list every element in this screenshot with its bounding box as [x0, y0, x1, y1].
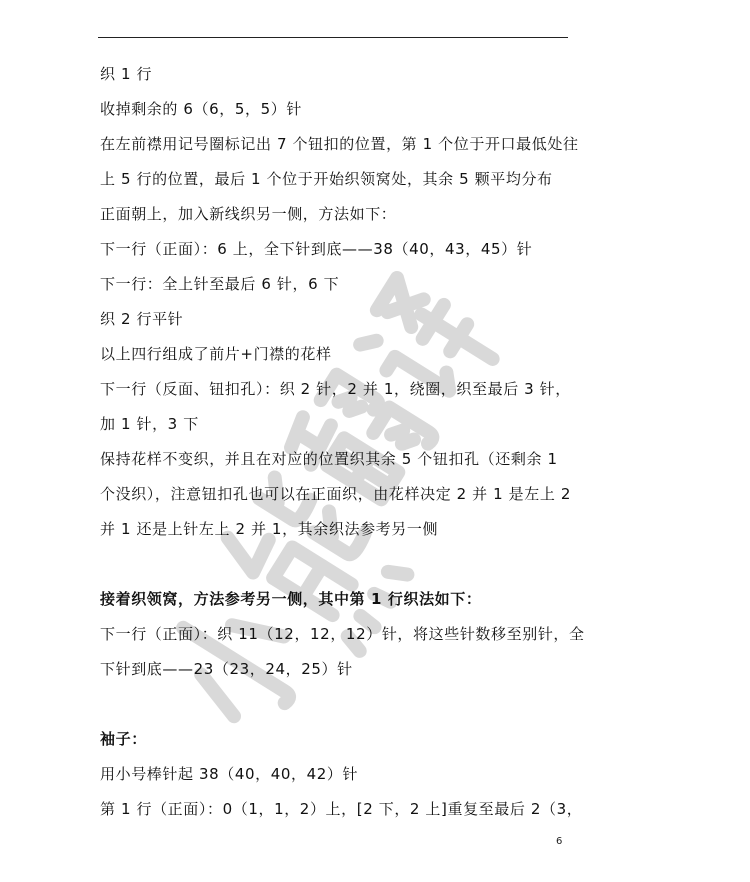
text-line: 下针到底——23（23，24，25）针	[100, 660, 353, 678]
text-line: 下一行（正面）：6 上，全下针到底——38（40，43，45）针	[100, 240, 533, 258]
text-line: 保持花样不变织，并且在对应的位置织其余 5 个钮扣孔（还剩余 1	[100, 450, 558, 468]
text-line: 下一行（正面）：织 11（12，12，12）针，将这些针数移至别针，全	[100, 625, 585, 643]
text-line: 正面朝上，加入新线织另一侧，方法如下：	[100, 205, 397, 223]
text-line: 织 1 行	[100, 65, 153, 83]
text-line: 并 1 还是上针左上 2 并 1，其余织法参考另一侧	[100, 520, 439, 538]
text-line: 以上四行组成了前片+门襟的花样	[100, 345, 332, 363]
header-rule	[98, 37, 568, 38]
text-line: 上 5 行的位置，最后 1 个位于开始织领窝处，其余 5 颗平均分布	[100, 170, 553, 188]
text-line: 下一行：全上针至最后 6 针，6 下	[100, 275, 340, 293]
text-line: 个没织），注意钮扣孔也可以在正面织，由花样决定 2 并 1 是左上 2	[100, 485, 571, 503]
text-line: 在左前襟用记号圈标记出 7 个钮扣的位置，第 1 个位于开口最低处往	[100, 135, 579, 153]
section-heading-neckline: 接着织领窝，方法参考另一侧，其中第 1 行织法如下：	[100, 590, 482, 608]
text-line: 第 1 行（正面）：0（1，1，2）上，[2 下，2 上]重复至最后 2（3，	[100, 800, 583, 818]
section-heading-sleeves: 袖子：	[100, 730, 147, 748]
page-number: 6	[556, 836, 563, 847]
text-line: 收掉剩余的 6（6，5，5）针	[100, 100, 302, 118]
text-line: 加 1 针，3 下	[100, 415, 199, 433]
text-line: 用小号棒针起 38（40，40，42）针	[100, 765, 359, 783]
text-line: 织 2 行平针	[100, 310, 184, 328]
text-line: 下一行（反面、钮扣孔）：织 2 针，2 并 1，绕圈，织至最后 3 针，	[100, 380, 571, 398]
